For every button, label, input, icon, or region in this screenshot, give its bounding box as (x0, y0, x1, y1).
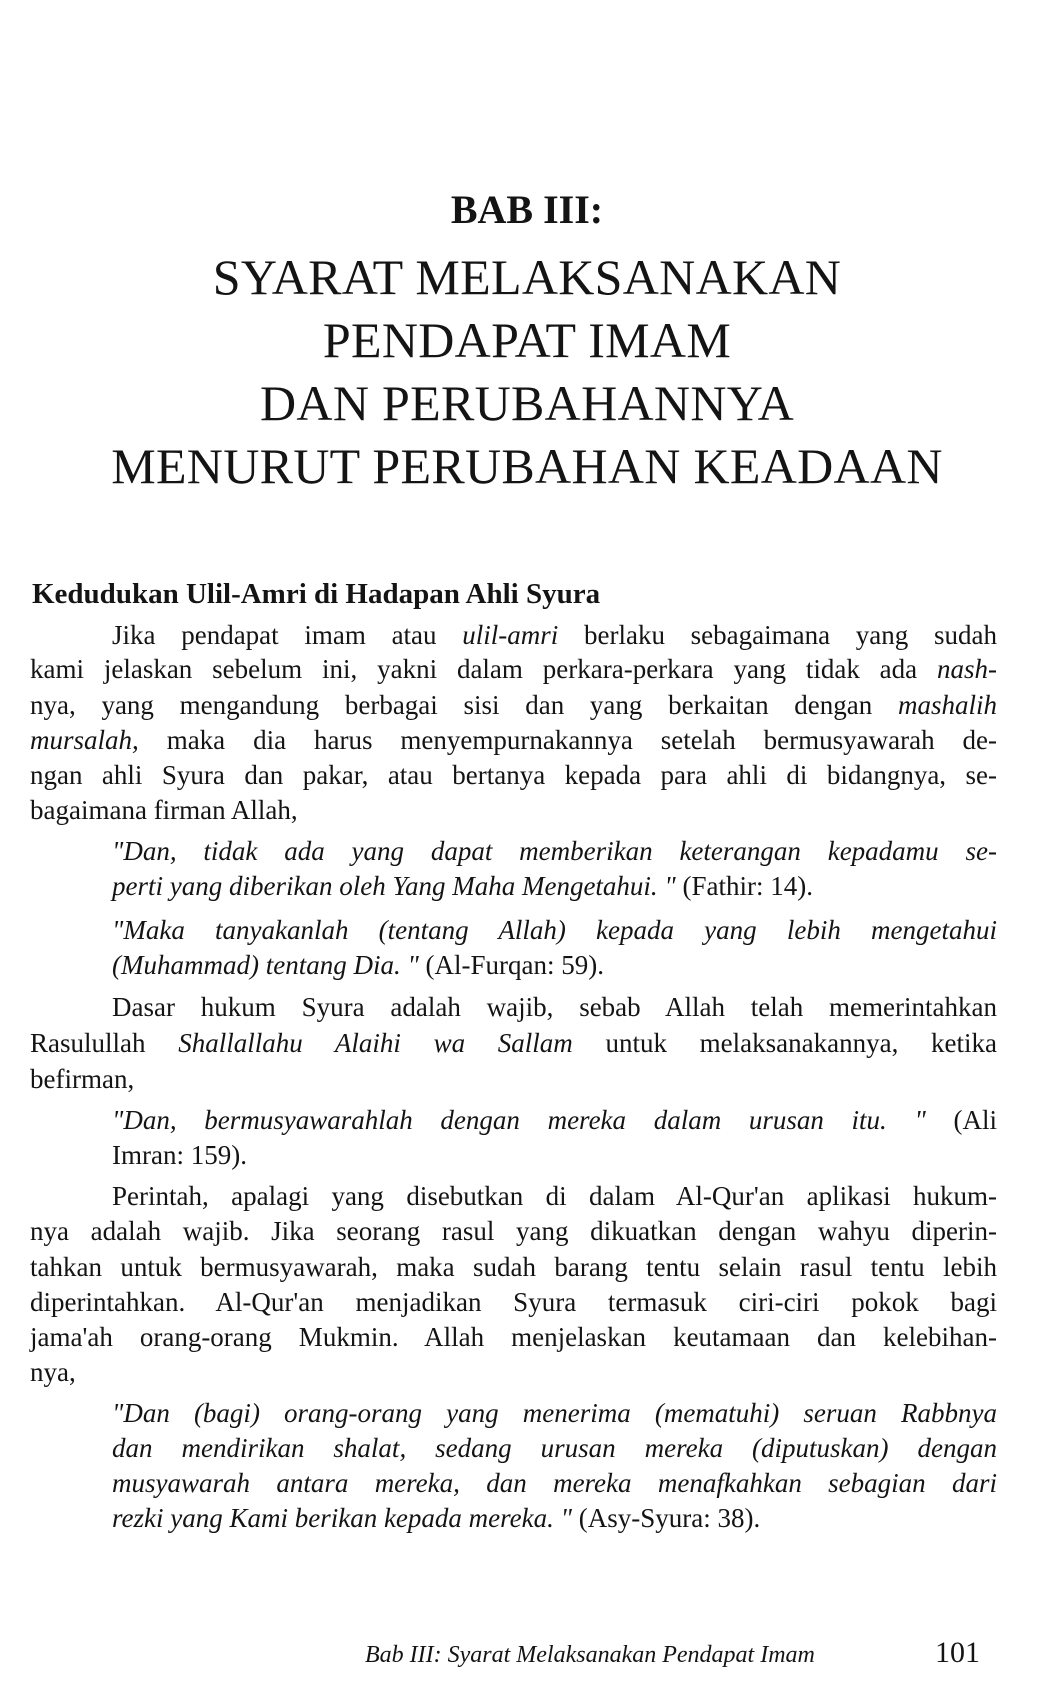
body-line (112, 1501, 760, 1535)
italic-text: mashalih (897, 690, 997, 720)
body-line (112, 948, 604, 982)
body-line (112, 1396, 997, 1430)
text-run: Rasulullah (30, 1028, 179, 1058)
chapter-title-line: MENURUT PERUBAHAN KEADAAN (111, 438, 943, 494)
body-line (112, 1431, 997, 1465)
body-line (30, 1062, 134, 1096)
text-run: untuk melaksanakannya, ketika (572, 1028, 998, 1058)
text-run: tahkan untuk bermusyawarah, maka sudah barang tentu selain rasul tentu lebih (30, 1252, 997, 1282)
chapter-title-line: PENDAPAT IMAM (322, 312, 732, 368)
text-run: nya, yang mengandung berbagai sisi dan yang berkaitan dengan (30, 690, 898, 720)
text-run: Dasar hukum Syura adalah wajib, sebab Allah telah memerintahkan (112, 992, 997, 1022)
body-line (112, 869, 813, 903)
body-line (112, 618, 997, 652)
body-line (30, 758, 997, 792)
body-line (30, 688, 997, 722)
page-number: 101 (935, 1636, 980, 1669)
italic-text: mursalah, (30, 725, 139, 755)
body-line (30, 1026, 997, 1060)
body-line (30, 1320, 997, 1354)
text-run: (Ali (925, 1105, 997, 1135)
body-line (30, 1285, 997, 1319)
body-line (112, 990, 997, 1024)
text-run: jama'ah orang-orang Mukmin. Allah menjelaskan keutamaan dan kelebihan- (30, 1322, 997, 1352)
italic-text: dan mendirikan shalat, sedang urusan mereka (diputuskan) dengan (112, 1433, 997, 1463)
text-run: nya adalah wajib. Jika seorang rasul yang dikuatkan dengan wahyu diperin- (30, 1216, 997, 1246)
italic-text: rezki yang Kami berikan kepada mereka. " (112, 1503, 572, 1533)
italic-text: "Dan, bermusyawarahlah dengan mereka dalam urusan itu. " (112, 1105, 926, 1135)
italic-text: musyawarah antara mereka, dan mereka menafkahkan sebagian dari (112, 1468, 997, 1498)
body-line (30, 1355, 76, 1389)
text-run: berlaku sebagaimana yang sudah (558, 620, 997, 650)
text-run: kami jelaskan sebelum ini, yakni dalam perkara-perkara yang tidak ada (30, 654, 937, 684)
body-line (112, 1179, 997, 1213)
running-footer: Bab III: Syarat Melaksanakan Pendapat Imam (365, 1642, 815, 1668)
text-run: Jika pendapat imam atau (112, 620, 463, 650)
text-run: (Fathir: 14). (675, 871, 814, 901)
text-run: bagaimana firman Allah, (30, 795, 298, 825)
body-line (112, 1103, 997, 1137)
body-line (112, 1138, 247, 1172)
body-line (112, 1466, 997, 1500)
text-run: Imran: 159). (112, 1140, 247, 1170)
italic-text: (Muhammad) tentang Dia. " (112, 950, 419, 980)
text-run: befirman, (30, 1064, 135, 1094)
italic-text: Shallallahu Alaihi wa Sallam (178, 1028, 573, 1058)
italic-text: perti yang diberikan oleh Yang Maha Mengetahui. " (112, 871, 676, 901)
italic-text: "Dan, tidak ada yang dapat memberikan keterangan kepadamu se- (112, 836, 997, 866)
italic-text: nash- (937, 654, 997, 684)
text-run: (Al-Furqan: 59). (418, 950, 605, 980)
body-line (112, 834, 997, 868)
text-run: diperintahkan. Al-Qur'an menjadikan Syura termasuk ciri-ciri pokok bagi (30, 1287, 997, 1317)
body-line (30, 723, 997, 757)
text-run: maka dia harus menyempurnakannya setelah bermusyawarah de- (138, 725, 997, 755)
italic-text: "Dan (bagi) orang-orang yang menerima (mematuhi) seruan Rabbnya (112, 1398, 997, 1428)
text-run: Perintah, apalagi yang disebutkan di dalam Al-Qur'an aplikasi hukum- (112, 1181, 997, 1211)
body-line (30, 1250, 997, 1284)
body-line (30, 652, 997, 686)
chapter-title-line: DAN PERUBAHANNYA (260, 375, 794, 431)
text-run: ngan ahli Syura dan pakar, atau bertanya kepada para ahli di bidangnya, se- (30, 760, 997, 790)
text-run: (Asy-Syura: 38). (571, 1503, 761, 1533)
body-line (30, 793, 298, 827)
body-line (30, 1214, 997, 1248)
italic-text: ulil-amri (462, 620, 559, 650)
body-line (112, 913, 997, 947)
section-heading: Kedudukan Ulil-Amri di Hadapan Ahli Syura (32, 578, 601, 610)
text-run: nya, (30, 1357, 76, 1387)
italic-text: "Maka tanyakanlah (tentang Allah) kepada yang lebih mengetahui (112, 915, 997, 945)
chapter-title-line: SYARAT MELAKSANAKAN (212, 249, 842, 305)
chapter-label: BAB III: (450, 187, 604, 232)
